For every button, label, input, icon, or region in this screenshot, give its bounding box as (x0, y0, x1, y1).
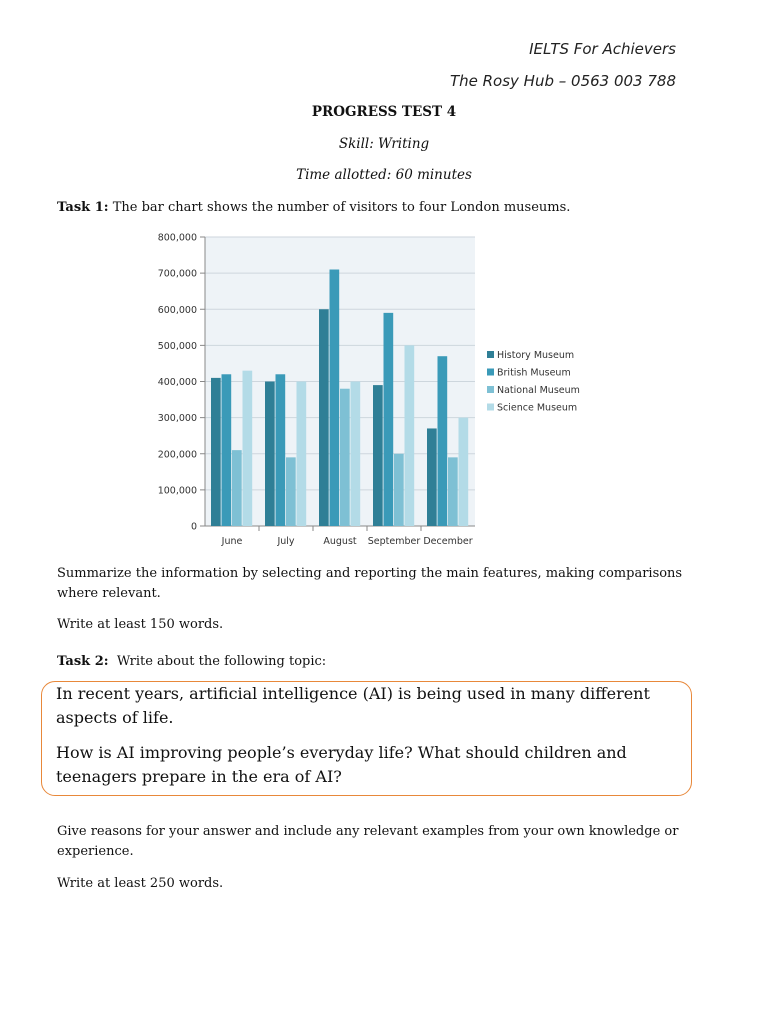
page-title: PROGRESS TEST 4 (311, 104, 457, 120)
bar (265, 382, 275, 527)
bar (297, 382, 307, 527)
y-tick-label: 200,000 (157, 449, 197, 461)
y-tick-label: 800,000 (157, 232, 197, 244)
y-tick-label: 500,000 (157, 340, 197, 352)
legend-label: Science Museum (497, 402, 578, 414)
bar (373, 385, 383, 526)
task2-text: Write about the following topic: (116, 654, 327, 669)
x-tick-label: September (367, 536, 421, 547)
y-tick-label: 0 (190, 521, 197, 533)
bar-chart-svg (150, 230, 580, 552)
bar (276, 374, 286, 526)
task1-label: Task 1: (57, 200, 109, 215)
bar (232, 450, 242, 526)
legend-label: British Museum (497, 367, 571, 379)
task1-word-count: Write at least 150 words. (57, 617, 224, 632)
bar (459, 418, 469, 526)
bar (222, 374, 232, 526)
skill-line: Skill: Writing (338, 136, 430, 152)
bar (427, 428, 437, 526)
bar (394, 454, 404, 526)
legend-swatch (487, 404, 494, 411)
bar (243, 371, 253, 526)
y-tick-label: 300,000 (157, 413, 197, 425)
task2-word-count: Write at least 250 words. (57, 876, 224, 891)
task2-label: Task 2: (57, 654, 109, 669)
x-tick-label: July (277, 536, 295, 547)
bar (340, 389, 350, 526)
task2-reasons: Give reasons for your answer and include any relevant examples from your own knowledge or experience. (57, 824, 679, 859)
x-tick-label: December (423, 536, 473, 547)
legend-swatch (487, 386, 494, 393)
task1-intro (57, 198, 697, 218)
header-line-1: IELTS For Achievers (529, 40, 676, 58)
task2-intro (57, 652, 697, 672)
legend-swatch (487, 351, 494, 358)
task1-instruction: Summarize the information by selecting and reporting the main features, making comparisons where relevant. (57, 566, 683, 601)
task1-text: The bar chart shows the number of visitors to four London museums. (112, 200, 571, 215)
bar (448, 457, 458, 526)
y-tick-label: 100,000 (157, 485, 197, 497)
bar (319, 309, 329, 526)
bar (438, 356, 448, 526)
bar (405, 345, 415, 526)
bar (351, 382, 361, 527)
legend-label: History Museum (497, 350, 575, 361)
y-tick-label: 700,000 (157, 268, 197, 280)
y-tick-label: 600,000 (157, 304, 197, 316)
x-tick-label: June (221, 536, 243, 547)
legend-label: National Museum (497, 385, 580, 396)
bar (286, 457, 296, 526)
topic-paragraph-1: In recent years, artificial intelligence (AI) is being used in many different aspects of life. (56, 684, 650, 727)
bar-chart (150, 230, 580, 552)
bar (211, 378, 221, 526)
bar (384, 313, 394, 526)
topic-paragraph-2: How is AI improving people’s everyday life? What should children and teenagers prepare in the era of AI? (56, 743, 627, 786)
legend-swatch (487, 369, 494, 376)
header-line-2: The Rosy Hub – 0563 003 788 (449, 72, 676, 90)
y-tick-label: 400,000 (157, 377, 197, 388)
x-tick-label: August (323, 536, 357, 547)
time-line: Time allotted: 60 minutes (296, 167, 472, 183)
bar (330, 270, 340, 526)
